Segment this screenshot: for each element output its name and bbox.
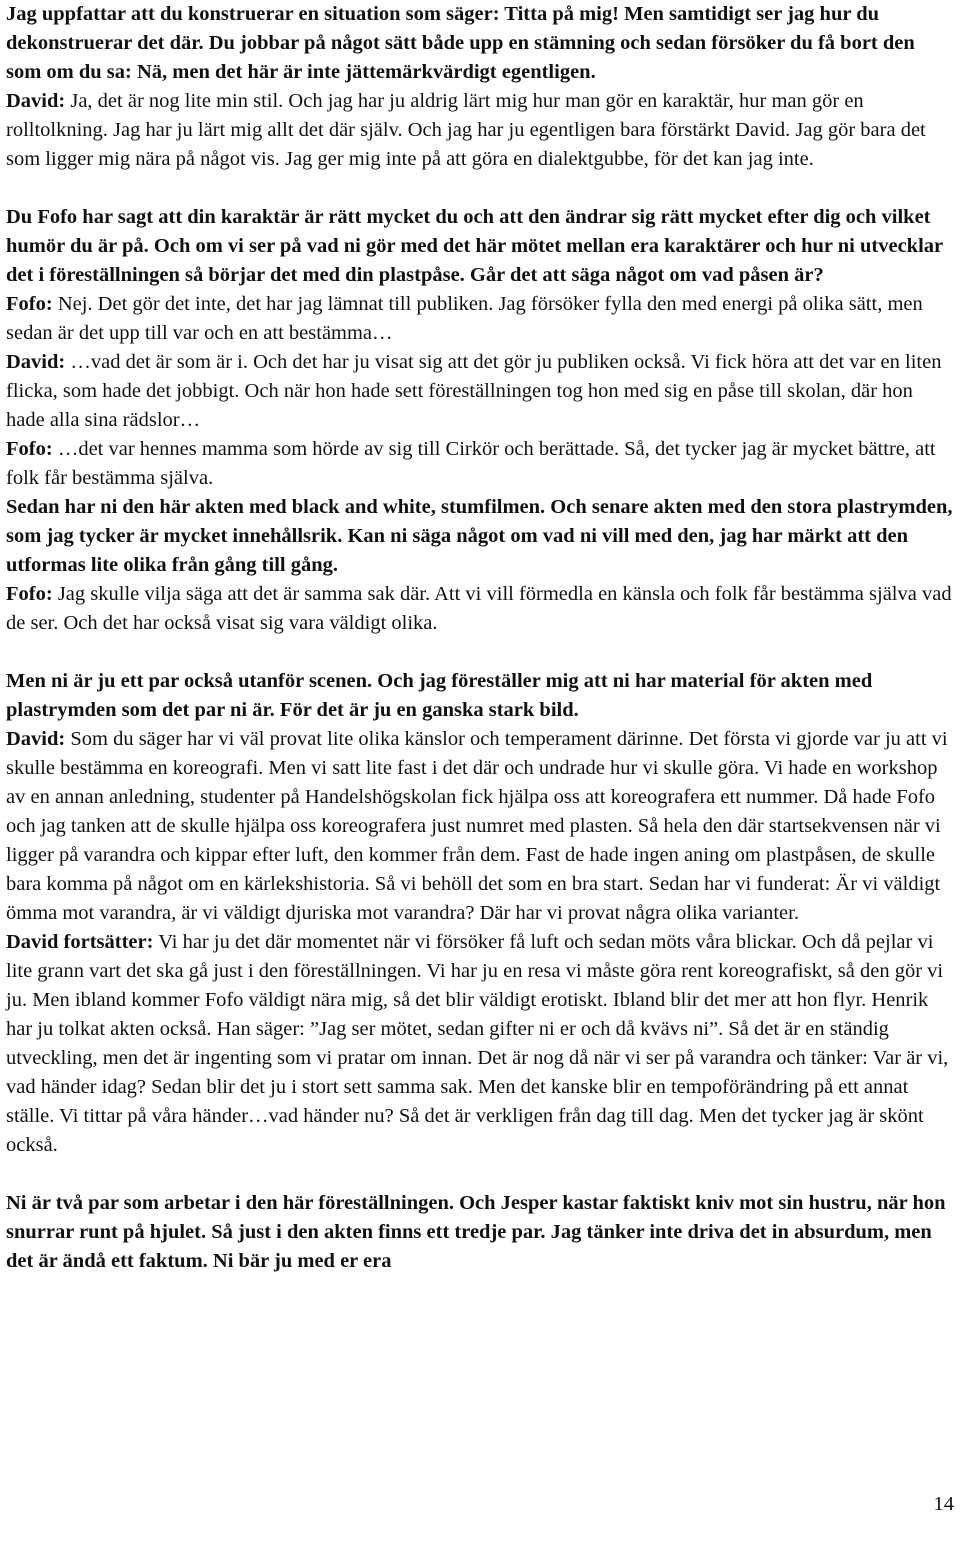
bold-text: David: <box>6 90 66 112</box>
body-text: Som du säger har vi väl provat lite olika känslor och temperament därinne. Det första vi gjorde var ju att vi skulle bestämma en koreografi. Men vi satt lite fast i det där och undrade hur vi skulle göra. Vi hade en workshop av en annan anledning, studenter på Handelshögskolan fick hjälpa oss att koreografera ett nummer. Då hade Fofo och jag tanken att de skulle hjälpa oss koreografera just numret med plasten. Så hela den där startsekvensen när vi ligger på varandra och kippar efter luft, den kommer från dem. Fast de hade ingen aning om plastpåsen, de skulle bara komma på något om en kärlekshistoria. Så vi behöll det som en bra start. Sedan har vi funderat: Är vi väldigt ömma mot varandra, är vi väldigt djuriska mot varandra? Där har vi provat några olika varianter. <box>6 728 948 924</box>
paragraph-gap <box>6 174 954 203</box>
document-page <box>6 0 954 1276</box>
paragraph-gap <box>6 1160 954 1189</box>
body-text: Ja, det är nog lite min stil. Och jag har ju aldrig lärt mig hur man gör en karaktär, hur man gör en rolltolkning. Jag har ju lärt mig allt det där själv. Och jag har ju egentligen bara förstärkt David. Jag gör bara det som ligger mig nära på något vis. Jag ger mig inte på att göra en dialektgubbe, för det kan jag inte. <box>6 90 926 170</box>
paragraph <box>6 0 954 87</box>
paragraph <box>6 348 954 435</box>
body-text: …det var hennes mamma som hörde av sig till Cirkör och berättade. Så, det tycker jag är mycket bättre, att folk får bestämma själva. <box>6 438 936 489</box>
paragraph <box>6 725 954 928</box>
paragraph <box>6 1189 954 1276</box>
body-text: Vi har ju det där momentet när vi försöker få luft och sedan möts våra blickar. Och då pejlar vi lite grann vart det ska gå just i den föreställningen. Vi har ju en resa vi måste göra rent koreografiskt, så den gör vi ju. Men ibland kommer Fofo väldigt nära mig, så det blir väldigt erotiskt. Ibland blir det mer att hon flyr. Henrik har ju tolkat akten också. Han säger: ”Jag ser mötet, sedan gifter ni er och då kvävs ni”. Så det är en ständig utveckling, men det är ingenting som vi pratar om innan. Det är nog då när vi ser på varandra och tänker: Var är vi, vad händer idag? Sedan blir det ju i stort sett samma sak. Men det kanske blir en tempoförändring på ett annat ställe. Vi tittar på våra händer…vad händer nu? Så det är verkligen från dag till dag. Men det tycker jag är skönt också. <box>6 931 949 1156</box>
body-text: Jag skulle vilja säga att det är samma sak där. Att vi vill förmedla en känsla och folk får bestämma själva vad de ser. Och det har också visat sig vara väldigt olika. <box>6 583 952 634</box>
bold-text: Du Fofo har sagt att din karaktär är rätt mycket du och att den ändrar sig rätt mycket efter dig och vilket humör du är på. Och om vi ser på vad ni gör med det här mötet mellan era karaktärer och hur ni utvecklar det i föreställningen så börjar det med din plastpåse. Går det att säga något om vad påsen är? <box>6 206 943 286</box>
paragraph-gap <box>6 638 954 667</box>
bold-text: Ni är två par som arbetar i den här föreställningen. Och Jesper kastar faktiskt kniv mot sin hustru, när hon snurrar runt på hjulet. Så just i den akten finns ett tredje par. Jag tänker inte driva det in absurdum, men det är ändå ett faktum. Ni bär ju med er era <box>6 1192 946 1272</box>
bold-text: Men ni är ju ett par också utanför scenen. Och jag föreställer mig att ni har material för akten med plastrymden som det par ni är. För det är ju en ganska stark bild. <box>6 670 873 721</box>
interview-text <box>6 0 954 1276</box>
page-number: 14 <box>933 1493 954 1515</box>
bold-text: David: <box>6 351 66 373</box>
bold-text: David: <box>6 728 66 750</box>
paragraph <box>6 928 954 1160</box>
bold-text: Sedan har ni den här akten med black and white, stumfilmen. Och senare akten med den stora plastrymden, som jag tycker är mycket innehållsrik. Kan ni säga något om vad ni vill med den, jag har märkt att den utformas lite olika från gång till gång. <box>6 496 953 576</box>
bold-text: Jag uppfattar att du konstruerar en situation som säger: Titta på mig! Men samtidigt ser jag hur du dekonstruerar det där. Du jobbar på något sätt både upp en stämning och sedan försöker du få bort den som om du sa: Nä, men det här är inte jättemärkvärdigt egentligen. <box>6 3 915 83</box>
bold-text: Fofo: <box>6 293 53 315</box>
paragraph <box>6 580 954 638</box>
paragraph <box>6 203 954 290</box>
body-text: …vad det är som är i. Och det har ju visat sig att det gör ju publiken också. Vi fick höra att det var en liten flicka, som hade det jobbigt. Och när hon hade sett föreställningen tog hon med sig en påse till skolan, där hon hade alla sina rädslor… <box>6 351 942 431</box>
bold-text: David fortsätter: <box>6 931 154 953</box>
bold-text: Fofo: <box>6 583 53 605</box>
paragraph <box>6 667 954 725</box>
bold-text: Fofo: <box>6 438 53 460</box>
paragraph <box>6 87 954 174</box>
paragraph <box>6 493 954 580</box>
paragraph <box>6 435 954 493</box>
paragraph <box>6 290 954 348</box>
body-text: Nej. Det gör det inte, det har jag lämnat till publiken. Jag försöker fylla den med energi på olika sätt, men sedan är det upp till var och en att bestämma… <box>6 293 923 344</box>
